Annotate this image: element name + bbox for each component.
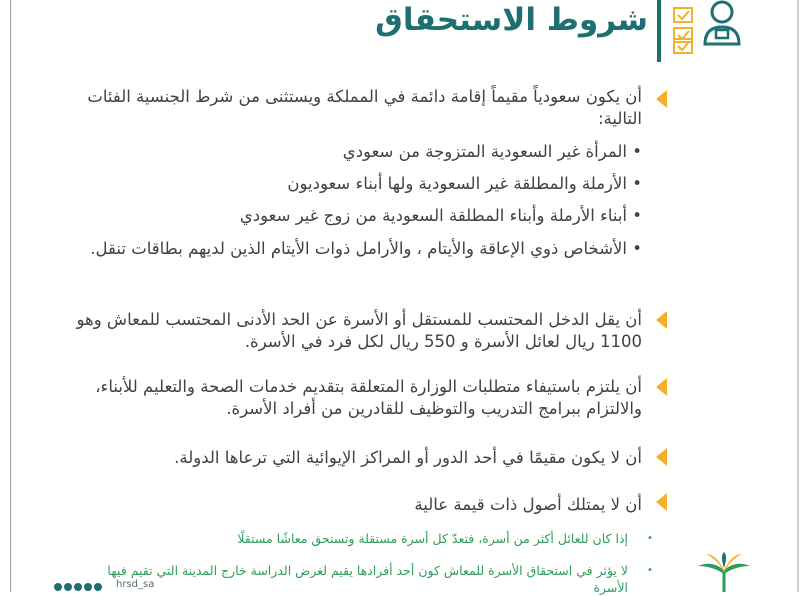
header-divider xyxy=(657,0,661,62)
condition-2: أن يقل الدخل المحتسب للمستقل أو الأسرة عن الحد الأدنى المحتسب للمعاش وهو 1100 ريال لعائل الأسرة و 550 ريال لكل فرد في الأسرة. xyxy=(76,310,642,351)
condition-1: أن يكون سعودياً مقيماً إقامة دائمة في المملكة ويستثنى من شرط الجنسية الفئات التالية: xyxy=(87,87,642,128)
condition-4-bullet xyxy=(656,448,667,466)
instagram-icon[interactable] xyxy=(94,583,102,591)
whatsapp-icon[interactable] xyxy=(54,583,62,591)
twitter-icon[interactable] xyxy=(84,583,92,591)
exception-3: • أبناء الأرملة وأبناء المطلقة السعودية من زوج غير سعودي xyxy=(239,206,642,225)
exception-1: • المرأة غير السعودية المتزوجة من سعودي xyxy=(342,142,642,161)
note-1-dot: • xyxy=(647,533,653,544)
right-border xyxy=(797,0,799,592)
page-title: شروط الاستحقاق xyxy=(375,2,648,38)
condition-3: أن يلتزم باستيفاء متطلبات الوزارة المتعلقة بتقديم خدمات الصحة والتعليم للأبناء، والالتزام ببرامج التدريب والتوظيف للقادرين من أفراد الأسرة. xyxy=(95,377,642,418)
condition-5: أن لا يمتلك أصول ذات قيمة عالية xyxy=(414,495,642,514)
youtube-icon[interactable] xyxy=(64,583,72,591)
condition-5-bullet xyxy=(656,493,667,511)
checklist-user-icon xyxy=(672,0,744,58)
note-2-dot: • xyxy=(647,565,653,576)
note-2: لا يؤثر في استحقاق الأسرة للمعاش كون أحد أفرادها يقيم لغرض الدراسة خارج المدينة التي تقيم فيها الأسرة xyxy=(107,563,628,595)
exception-4: • الأشخاص ذوي الإعاقة والأيتام ، والأرامل ذوات الأيتام الذين لديهم بطاقات تنقل. xyxy=(90,239,642,258)
exception-2: • الأرملة والمطلقة غير السعودية ولها أبناء سعوديون xyxy=(287,174,642,193)
social-icons xyxy=(54,583,102,591)
note-1: إذا كان للعائل أكثر من أسرة، فتعدّ كل أسرة مستقلة وتستحق معاشًا مستقلًا xyxy=(237,531,628,546)
left-border xyxy=(10,0,11,592)
ministry-logo-icon xyxy=(694,552,754,592)
social-handle: hrsd_sa xyxy=(116,579,155,590)
condition-3-bullet xyxy=(656,378,667,396)
condition-1-bullet xyxy=(656,90,667,108)
condition-2-bullet xyxy=(656,311,667,329)
condition-4: أن لا يكون مقيمًا في أحد الدور أو المراكز الإيوائية التي ترعاها الدولة. xyxy=(174,448,642,467)
facebook-icon[interactable] xyxy=(74,583,82,591)
